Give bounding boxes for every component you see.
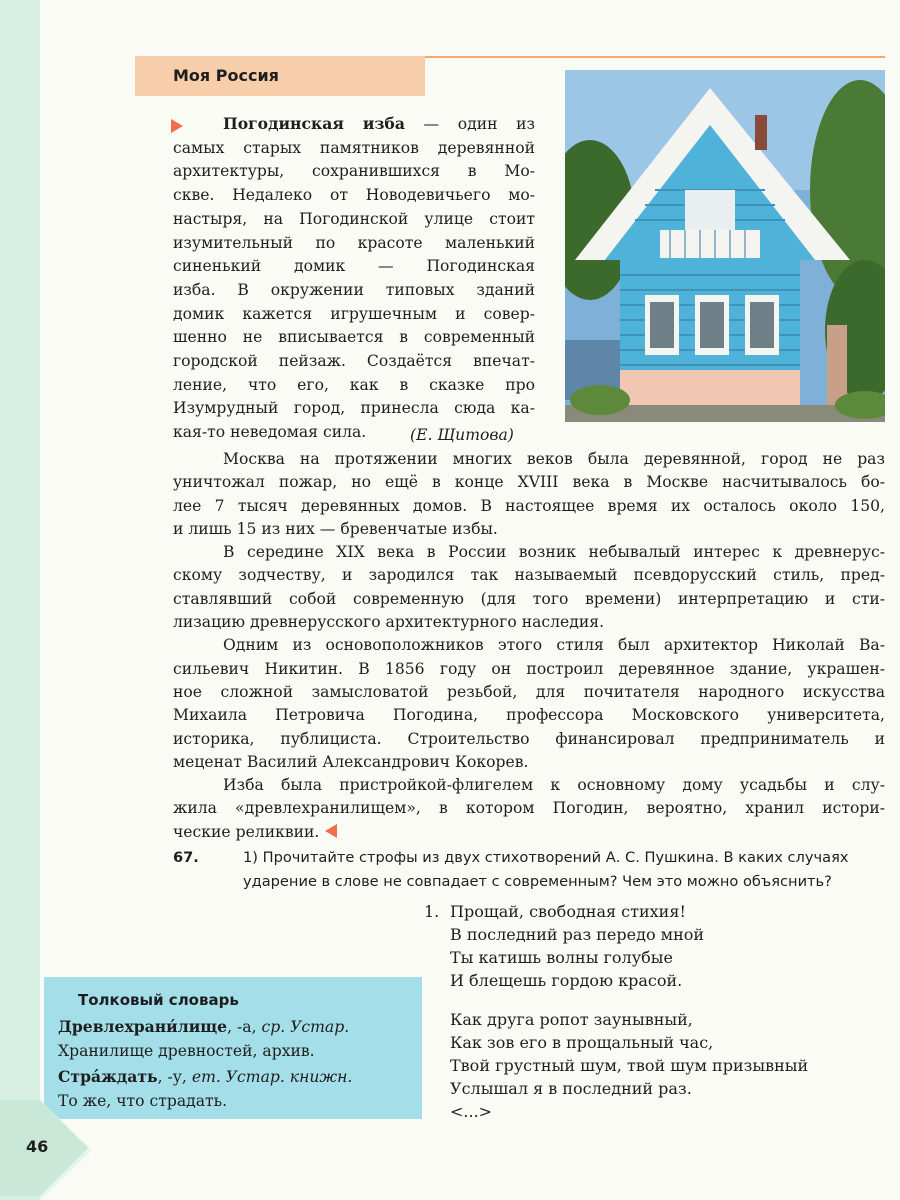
poem-line: Твой грустный шум, твой шум призывный — [450, 1056, 809, 1075]
intro-line: настыря, на Погодинской улице стоит — [173, 209, 535, 228]
article-line — [173, 821, 885, 844]
intro-line: кая-то неведомая сила. — [173, 423, 367, 442]
article-paragraph — [173, 634, 885, 774]
page-number: 46 — [26, 1137, 49, 1156]
intro-line: скве. Недалеко от Новодевичьего мо- — [173, 186, 535, 205]
poem-line: И блещешь гордою красой. — [450, 971, 683, 990]
end-marker-icon — [325, 824, 337, 838]
intro-line: синенький домик — Погодинская — [173, 257, 535, 276]
intro-line: Изумрудный город, принесла сюда ка- — [173, 399, 535, 418]
poem-line: Как зов его в прощальный час, — [450, 1033, 714, 1052]
poem-line: Как друга ропот заунывный, — [450, 1010, 693, 1029]
article-line: жила «древлехранилищем», в котором Погодин, вероятно, хранил истори- — [173, 799, 885, 818]
intro-line: городской пейзаж. Создаётся впечат- — [173, 352, 535, 371]
article-line: историка, публициста. Строительство финансировал предприниматель и — [173, 729, 885, 748]
section-header-rule — [425, 56, 885, 58]
article-paragraph — [173, 774, 885, 844]
left-margin-strip — [0, 0, 40, 1200]
article-line: уничтожал пожар, но ещё в конце XVIII века в Москве насчитывалось бо- — [173, 473, 885, 492]
intro-line: изумительный по красоте маленький — [173, 233, 535, 252]
page-corner-decoration — [0, 1100, 130, 1200]
pogodin-izba-photo — [565, 70, 885, 422]
article-line: Москва на протяжении многих веков была деревянной, город не раз — [223, 450, 885, 468]
top-band — [40, 0, 900, 48]
dictionary-entry-1: Древлехрани́лище, -а, ср. Устар. — [58, 1017, 350, 1036]
article-line: и лишь 15 из них — бревенчатые избы. — [173, 519, 498, 538]
intro-bold-term: Погодинская изба — [223, 114, 405, 133]
poem-line: Услышал я в последний раз. — [450, 1079, 692, 1098]
main-article — [173, 448, 885, 844]
article-line: ставлявший собой современную (для того времени) интерпретацию и сти- — [173, 589, 885, 608]
dictionary-definition-2: То же, что страдать. — [58, 1092, 228, 1110]
article-line: В середине XIX века в России возник небывалый интерес к древнерус- — [223, 543, 885, 562]
article-line: меценат Василий Александрович Кокорев. — [173, 752, 529, 771]
poem-ellipsis: <...> — [450, 1102, 493, 1121]
exercise-line-1: 1) Прочитайте строфы из двух стихотворений А. С. Пушкина. В каких случаях — [243, 849, 849, 866]
poem-line: 1. Прощай, свободная стихия! — [424, 902, 686, 921]
intro-line: архитектуры, сохранившихся в Мо- — [173, 162, 535, 181]
article-line: лизацию древнерусского архитектурного наследия. — [173, 613, 605, 632]
poem-number: 1. — [424, 902, 440, 921]
intro-line: самых старых памятников деревянной — [173, 138, 535, 157]
intro-line: домик кажется игрушечным и совер- — [173, 304, 535, 323]
article-line: сильевич Никитин. В 1856 году он построил деревянное здание, украшен- — [173, 659, 885, 678]
pushkin-poem — [424, 900, 808, 1123]
author-credit: (Е. Щитова) — [410, 426, 514, 444]
intro-line: изба. В окружении типовых зданий — [173, 280, 535, 299]
intro-line: шенно не вписывается в современный — [173, 328, 535, 347]
article-paragraph — [173, 541, 885, 634]
article-line: Михаила Петровича Погодина, профессора Московского университета, — [173, 706, 885, 725]
article-line: скому зодчеству, и зародился так называемый псевдорусский стиль, пред- — [173, 566, 885, 585]
article-line: лее 7 тысяч деревянных домов. В настоящее время их осталось около 150, — [173, 496, 885, 515]
intro-text — [173, 112, 535, 445]
article-line: ное сложной замысловатой резьбой, для почитателя народного искусства — [173, 682, 885, 701]
intro-line: ление, что его, как в сказке про — [173, 375, 535, 394]
poem-line: Ты катишь волны голубые — [450, 948, 673, 967]
dictionary-box — [44, 977, 422, 1119]
exercise-number: 67. — [173, 849, 199, 866]
article-line: Одним из основоположников этого стиля был архитектор Николай Ва- — [223, 636, 885, 655]
dictionary-definition-1: Хранилище древностей, архив. — [58, 1042, 315, 1060]
article-line: ческие реликвии. — [173, 822, 320, 841]
exercise-line-2: ударение в слове не совпадает с современным? Чем это можно объяснить? — [243, 873, 832, 890]
dictionary-entry-2: Стра́ждать, -у, ет. Устар. книжн. — [58, 1067, 353, 1086]
dictionary-word-2: Стра́ждать — [58, 1067, 158, 1086]
section-title: Моя Россия — [173, 66, 279, 85]
dictionary-word-1: Древлехрани́лище — [58, 1017, 228, 1036]
article-paragraph — [173, 448, 885, 541]
intro-line: Погодинская изба — один из — [223, 114, 535, 133]
article-line: Изба была пристройкой-флигелем к основному дому усадьбы и слу- — [223, 776, 885, 795]
dictionary-title: Толковый словарь — [78, 991, 239, 1009]
poem-line: В последний раз передо мной — [450, 925, 705, 944]
start-marker-icon — [171, 119, 183, 133]
